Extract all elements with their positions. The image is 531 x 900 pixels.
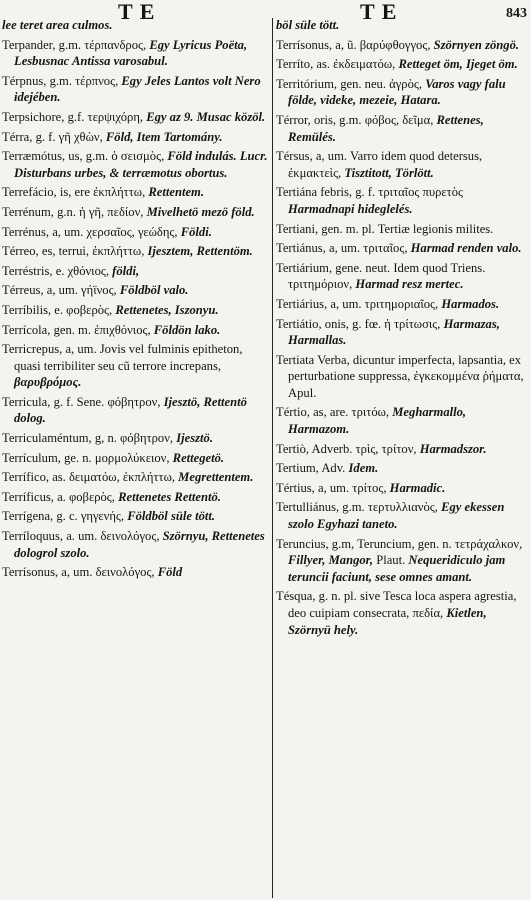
entry-definition: as. ἐκδειματόω, <box>316 57 396 72</box>
entry-definition: es, terrui, ἐκπλήττω, <box>41 244 145 259</box>
entry-translation: Egy Lyricus Poëta, Lesbusnac Antissa varosabul. <box>14 37 248 69</box>
entry-definition: a, um. Varro idem quod detersus, ἐκμακτεὶς, <box>288 149 483 180</box>
entry-translation: Ijesztö, Rettentö dolog. <box>14 394 247 426</box>
entry-definition: g.m. τέρπνος, <box>49 73 119 88</box>
entry-translation: Harmadnapi hideglelés. <box>288 201 413 216</box>
dictionary-entry <box>2 341 270 391</box>
entry-headword: Terríto, <box>276 57 314 72</box>
dictionary-entry <box>2 17 270 34</box>
entry-translation: βαρυβρόμος. <box>14 375 82 390</box>
entry-citation: Apul. <box>288 385 317 400</box>
dictionary-entry <box>276 404 529 437</box>
entry-headword: Tertiárium, <box>276 260 333 275</box>
entry-definition: is, ere ἐκπλήττω, <box>59 185 146 200</box>
dictionary-entry <box>276 352 529 402</box>
dictionary-entry <box>276 536 529 586</box>
column-divider <box>272 18 273 898</box>
dictionary-entry <box>276 76 529 109</box>
entry-translation: Harmazas, Harmallas. <box>288 316 500 348</box>
entry-translation: Föld indulás. <box>167 149 237 164</box>
entry-headword: Terrénum, <box>2 204 54 219</box>
dictionary-entry <box>276 588 529 638</box>
entry-headword: Térror, <box>276 112 311 127</box>
dictionary-entry <box>276 184 529 217</box>
entry-definition: a, um. τρίτος, <box>317 480 387 495</box>
entry-headword: Tertium, <box>276 461 319 476</box>
dictionary-entry <box>276 460 529 477</box>
dictionary-entry <box>2 224 270 241</box>
entry-definition: gen. neu. ἀγρὸς, <box>340 76 423 91</box>
entry-translation: lee teret area culmos. <box>2 18 113 32</box>
entry-definition: a, um. χερσαῖος, γεώδης, <box>52 224 178 239</box>
entry-definition: febris, g. f. τριταῖος πυρετὸς <box>320 185 464 200</box>
dictionary-entry <box>276 148 529 181</box>
entry-headword: Tertulliánus, <box>276 500 340 515</box>
entry-translation: Egy ekessen szolo Egyhazi taneto. <box>288 500 505 532</box>
entry-definition: oris, g.m. φόβος, δεῖμα, <box>313 112 434 127</box>
entry-translation: Szörnyen zöngö. <box>433 37 520 52</box>
entry-translation: Idem. <box>348 461 379 476</box>
entry-definition: a, um. Jovis vel fulminis epitheton, quasi terribiliter seu cũ terrore increpans, <box>14 342 243 373</box>
right-column <box>276 17 529 641</box>
left-column <box>2 17 270 584</box>
dictionary-entry <box>276 499 529 532</box>
dictionary-entry <box>2 450 270 467</box>
dictionary-entry <box>2 282 270 299</box>
dictionary-entry <box>2 508 270 525</box>
dictionary-entry <box>2 430 270 447</box>
entry-translation: Harmad resz mertec. <box>355 277 464 292</box>
entry-definition: g.m, Teruncium, gen. n. τετράχαλκον, <box>331 536 523 551</box>
entry-headword: Terrefácio, <box>2 185 57 200</box>
dictionary-entry <box>2 109 270 126</box>
entry-headword: Tértius, <box>276 480 315 495</box>
entry-definition: a, um. γήϊνος, <box>46 283 117 298</box>
entry-translation: földi, <box>112 263 140 278</box>
entry-definition: Verba, dicuntur imperfecta, lapsantia, ex perturbatione suppressa, ἐγκεκομμένα ῥήματα, <box>288 352 524 384</box>
entry-definition: g. c. γηγενής, <box>56 509 125 524</box>
page-number: 843 <box>506 6 527 21</box>
entry-definition: g, n. φόβητρον, <box>94 431 174 446</box>
entry-headword: Terrículum, <box>2 450 61 465</box>
dictionary-entry <box>276 296 529 313</box>
entry-translation: Varos vagy falu földe, videke, mezeie, Hatara. <box>288 76 506 108</box>
dictionary-entry <box>2 564 270 581</box>
entry-translation: Földböl valo. <box>119 283 189 298</box>
dictionary-entry <box>2 37 270 70</box>
entry-headword: Terríloquus, <box>2 529 64 544</box>
entry-translation: Rettentem. <box>148 185 204 200</box>
entry-translation: Ijesztö. <box>176 431 213 446</box>
dictionary-entry <box>276 221 529 238</box>
dictionary-entry <box>2 73 270 106</box>
entry-translation: Harmad renden valo. <box>410 241 522 256</box>
entry-headword: Terriculaméntum, <box>2 431 92 446</box>
entry-definition: a, um. τριταῖος, <box>328 241 408 256</box>
entry-definition: g.n. ἡ γῆ, πεδίον, <box>57 204 144 219</box>
entry-definition: a, ũ. βαρύφθογγος, <box>335 37 431 52</box>
entry-headword: Terpsichore, <box>2 109 65 124</box>
entry-translation: Föld <box>157 565 183 580</box>
entry-definition: a. φοβερὸς, <box>57 489 115 504</box>
dictionary-entry <box>2 394 270 427</box>
entry-headword: Tertiò, <box>276 441 310 456</box>
entry-citation: Plaut. <box>376 553 406 568</box>
running-head-right: T E <box>360 0 398 24</box>
running-head-left: T E <box>118 0 156 24</box>
entry-definition: Adverb. τρὶς, τρίτον, <box>311 441 417 456</box>
entry-headword: Terrígena, <box>2 509 54 524</box>
entry-definition: g.f. τερψιχόρη, <box>67 109 144 124</box>
dictionary-entry <box>2 129 270 146</box>
entry-definition: gene. neut. Idem quod Triens. τριτημόριον, <box>288 260 486 292</box>
entry-translation: Rettenes, Remülés. <box>288 112 484 144</box>
entry-definition: gen. m. pl. Tertiæ legionis milites. <box>321 221 494 236</box>
entry-headword: Tertiani, <box>276 221 319 236</box>
entry-definition: a. um. δεινολόγος, <box>66 529 160 544</box>
dictionary-entry <box>276 112 529 145</box>
entry-headword: Teruncius, <box>276 536 329 551</box>
entry-headword: Terpander, <box>2 37 56 52</box>
entry-definition: Adv. <box>321 461 346 476</box>
entry-translation: Megrettentem. <box>178 470 254 485</box>
dictionary-entry <box>2 184 270 201</box>
dictionary-entry <box>276 441 529 458</box>
entry-headword: Térreus, <box>2 283 44 298</box>
dictionary-entry <box>2 243 270 260</box>
entry-headword: Terríbilis, <box>2 302 52 317</box>
entry-translation: Rettenetes Rettentö. <box>118 489 221 504</box>
entry-definition: e. φοβερὸς, <box>54 302 113 317</box>
entry-translation: Egy Jeles Lantos volt Nero idejében. <box>14 73 261 105</box>
entry-translation: Ijesztem, Rettentöm. <box>147 244 253 259</box>
entry-translation: Földi. <box>180 224 212 239</box>
entry-translation: Harmadszor. <box>419 441 487 456</box>
dictionary-entry <box>276 260 529 293</box>
dictionary-entry <box>276 37 529 54</box>
entry-definition: as. δειματόω, ἐκπλήττω, <box>52 470 176 485</box>
entry-headword: Terrénus, <box>2 224 50 239</box>
dictionary-entry <box>2 322 270 339</box>
entry-headword: Terræmótus, <box>2 149 66 164</box>
entry-translation: Fillyer, Mangor, <box>288 553 374 568</box>
dictionary-entry <box>2 489 270 506</box>
entry-headword: Tertiárius, <box>276 296 328 311</box>
entry-headword: Tertiánus, <box>276 241 326 256</box>
entry-headword: Tésqua, <box>276 589 316 604</box>
dictionary-entry <box>2 204 270 221</box>
dictionary-entry <box>276 240 529 257</box>
entry-translation: Egy az 9. Musac közöl. <box>146 109 266 124</box>
entry-translation: Szörnyu, Rettenetes dologrol szolo. <box>14 529 265 560</box>
entry-example: Nequeridiculo jam teruncii faciunt, sese omnes amant. <box>288 553 506 584</box>
entry-definition: g. n. pl. sive Tesca loca aspera agrestia, deo cuipiam consecrata, πεδία, <box>288 589 517 620</box>
page-header <box>0 0 531 24</box>
entry-headword: Térreo, <box>2 244 39 259</box>
entry-headword: Térpnus, <box>2 73 47 88</box>
entry-translation: Megharmallo, Harmazom. <box>288 405 467 437</box>
dictionary-entry <box>2 302 270 319</box>
entry-definition: us, g.m. ὁ σεισμὸς, <box>68 149 165 164</box>
entry-definition: a, um. τριτημοριαῖος, <box>330 296 439 311</box>
entry-translation: Föld, Item Tartomány. <box>105 129 223 144</box>
entry-definition: ge. n. μορμολύκειον, <box>64 450 170 465</box>
entry-definition: g.m. τερτυλλιανὸς, <box>342 500 438 515</box>
dictionary-entry <box>276 480 529 497</box>
dictionary-entry <box>2 528 270 561</box>
entry-translation: Földön lako. <box>153 322 221 337</box>
entry-headword: Terrícola, <box>2 322 51 337</box>
entry-headword: Tertiátio, <box>276 316 322 331</box>
entry-definition: e. χθόνιος, <box>55 263 110 278</box>
entry-headword: Tertiána <box>276 185 318 200</box>
entry-headword: Tertiata <box>276 352 315 367</box>
dictionary-entry <box>2 263 270 280</box>
entry-translation: Tisztitott, Törlött. <box>344 165 434 180</box>
entry-definition: g. f. Sene. φόβητρον, <box>53 394 161 409</box>
entry-translation: Mivelhetö mezö föld. <box>146 204 255 219</box>
entry-translation: Rettegetö. <box>172 450 225 465</box>
entry-definition: a, um. δεινολόγος, <box>61 565 155 580</box>
entry-headword: Térsus, <box>276 149 313 164</box>
entry-headword: Terríficus, <box>2 489 54 504</box>
entry-headword: Terrísonus, <box>2 565 59 580</box>
entry-headword: Terricula, <box>2 394 51 409</box>
entry-headword: Terrífico, <box>2 470 50 485</box>
entry-translation: Retteget öm, Ijeget öm. <box>398 57 518 72</box>
dictionary-entry <box>276 56 529 73</box>
entry-example: Lucr. Disturbans urbes, & terræmotus obortus. <box>14 149 268 180</box>
entry-headword: Terricrepus, <box>2 342 63 357</box>
entry-headword: Terréstris, <box>2 263 53 278</box>
entry-translation: Földböl süle tött. <box>127 509 216 524</box>
dictionary-entry <box>276 17 529 34</box>
dictionary-entry <box>2 148 270 181</box>
entry-definition: g.m. τέρπανδρος, <box>58 37 147 52</box>
entry-definition: as, are. τριτόω, <box>313 405 390 420</box>
entry-definition: gen. m. ἐπιχθόνιος, <box>53 322 151 337</box>
entry-translation: Harmados. <box>441 296 500 311</box>
entry-translation: böl süle tött. <box>276 18 340 32</box>
entry-translation: Kietlen, Szörnyü hely. <box>288 606 487 637</box>
entry-headword: Térra, <box>2 129 33 144</box>
dictionary-entry <box>276 316 529 349</box>
entry-headword: Tértio, <box>276 405 310 420</box>
entry-headword: Territórium, <box>276 76 338 91</box>
entry-definition: g. f. γῆ χθὼν, <box>35 129 103 144</box>
dictionary-entry <box>2 469 270 486</box>
entry-definition: onis, g. fœ. ἡ τρίτωσις, <box>324 316 441 331</box>
entry-headword: Terrísonus, <box>276 37 333 52</box>
entry-translation: Harmadic. <box>389 480 446 495</box>
entry-translation: Rettenetes, Iszonyu. <box>115 302 219 317</box>
